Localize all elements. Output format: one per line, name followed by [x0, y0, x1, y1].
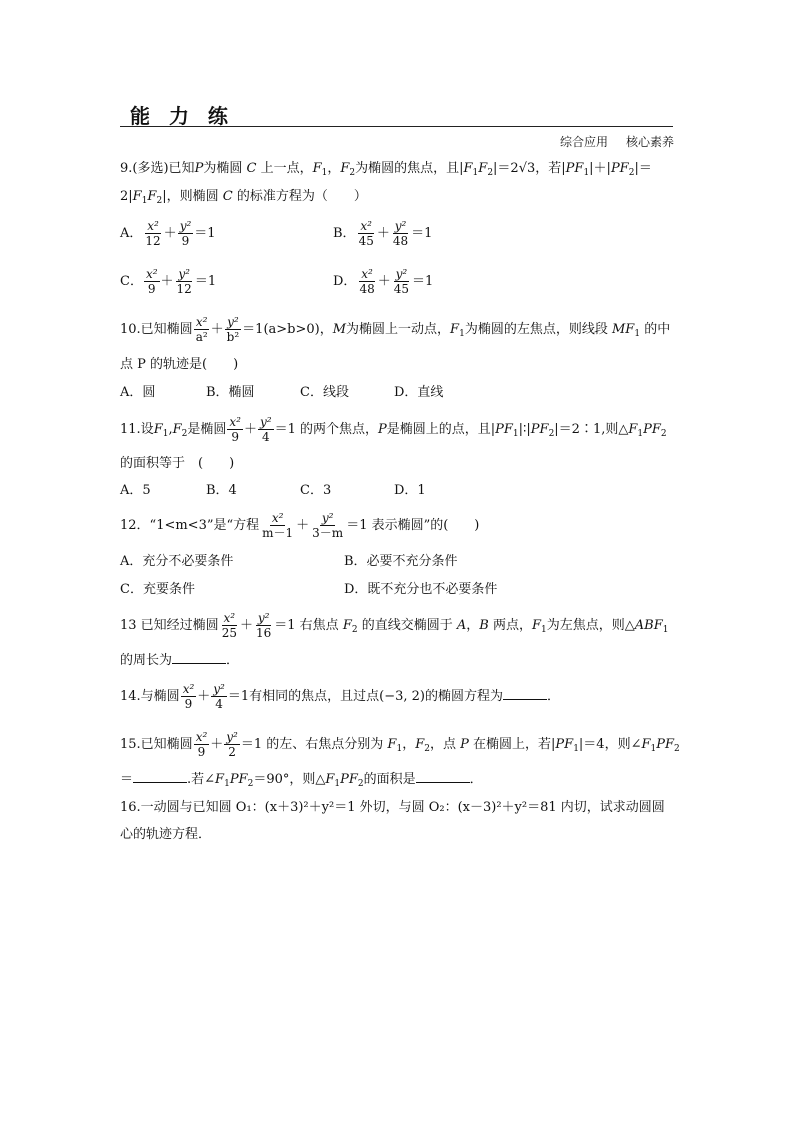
q13-line2: 的周长为 ．: [120, 653, 240, 668]
tag-core: 核心素养: [625, 135, 674, 149]
q15-area-blank[interactable]: [416, 782, 470, 783]
q12-line1: 12．“1<m<3”是“方程 $\frac{\text{x²}}{m-1}$ ＋ $\frac{\text{y²}}{3-m}$ ＝1 表示椭圆”的( ): [120, 511, 480, 540]
q10-line2: 点 P 的轨迹是( ): [120, 357, 239, 372]
q10-option-b[interactable]: B．椭圆: [206, 385, 255, 400]
q10-line1: 10.已知椭圆 $\frac{\text{x²}}{\text{a²}}$ ＋ $\frac{\text{y²}}{\text{b²}}$ ＝1(a>b>0)，M为椭圆上一动点，$F_1$为椭圆的左焦点，则线段 $MF_1$ 的中: [120, 315, 671, 344]
section-title: 能 力 练: [130, 104, 234, 128]
tag-comprehensive: 综合应用: [559, 135, 608, 149]
q12-option-d[interactable]: D．既不充分也不必要条件: [344, 582, 498, 597]
q11-line2: 的面积等于 ( ): [120, 456, 235, 471]
q11-option-b[interactable]: B．4: [206, 483, 237, 498]
q12-option-b[interactable]: B．必要不充分条件: [344, 554, 458, 569]
q15-angle-blank[interactable]: [133, 782, 187, 783]
q13-line1: 13 已知经过椭圆 $\frac{\text{x²}}{25}$ ＋ $\frac{\text{y²}}{16}$ ＝1 右焦点 $F_2$ 的直线交椭圆于 A，B 两点，$F_1$为左焦点，则$\triangle ABF_1$: [120, 611, 669, 640]
q16-line1: 16.一动圆与已知圆 O₁：(x＋3)²＋y²＝1 外切，与圆 O₂：(x－3)²＋y²＝81 内切，试求动圆圆: [120, 800, 665, 815]
q9-option-c[interactable]: C． $\frac{\text{x²}}{9}$ ＋ $\frac{\text{y²}}{12}$ ＝1: [120, 267, 217, 296]
q11-option-d[interactable]: D．1: [394, 483, 426, 498]
q11-line1: 11.设$F_1,F_2$是椭圆 $\frac{\text{x²}}{9}$ ＋ $\frac{\text{y²}}{4}$ ＝1 的两个焦点，P是椭圆上的点，且$|PF_1|∶|PF_2|=2∶1$,则$\triangle F_1PF_2$: [120, 415, 667, 444]
q15-line1: 15.已知椭圆 $\frac{\text{x²}}{9}$ ＋ $\frac{\text{y²}}{2}$ ＝1 的左、右焦点分别为 $F_1$，$F_2$，点 P 在椭圆上，若$|PF_1|=4$，则$\angle F_1PF_2$: [120, 730, 680, 759]
q11-option-a[interactable]: A．5: [120, 483, 151, 498]
q10-option-d[interactable]: D．直线: [394, 385, 444, 400]
q13-answer-blank[interactable]: [172, 663, 226, 664]
q10-option-a[interactable]: A．圆: [120, 385, 156, 400]
header-tags: [560, 136, 674, 148]
q9-line2: $2|F_1F_2|$，则椭圆 C 的标准方程为（ ）: [120, 189, 367, 206]
q16-line2: 心的轨迹方程．: [120, 827, 212, 842]
q10-option-c[interactable]: C．线段: [300, 385, 349, 400]
q9-option-d[interactable]: D． $\frac{\text{x²}}{48}$ ＋ $\frac{\text{y²}}{45}$ ＝1: [333, 267, 434, 296]
q9-line1: 9.(多选)已知P为椭圆 C 上一点，$F_1$，$F_2$为椭圆的焦点，且$|F_1F_2|=2√3$，若$|PF_1|+|PF_2|=$: [120, 161, 652, 178]
q12-option-a[interactable]: A．充分不必要条件: [120, 554, 234, 569]
q15-line2: ＝ .若$\angle F_1PF_2=90^\circ$，则$\triangle F_1PF_2$的面积是 ．: [120, 772, 483, 789]
q11-option-c[interactable]: C．3: [300, 483, 332, 498]
q9-option-b[interactable]: B． $\frac{\text{x²}}{45}$ ＋ $\frac{\text{y²}}{48}$ ＝1: [333, 219, 433, 248]
q14-answer-blank[interactable]: [503, 699, 547, 700]
q14-line: 14.与椭圆 $\frac{\text{x²}}{9}$ ＋ $\frac{\text{y²}}{4}$ ＝1有相同的焦点，且过点(−3, 2)的椭圆方程为 ．: [120, 682, 561, 711]
q12-option-c[interactable]: C．充要条件: [120, 582, 195, 597]
header-rule: [120, 126, 673, 127]
q9-option-a[interactable]: A． $\frac{\text{x²}}{12}$ ＋ $\frac{\text{y²}}{9}$ ＝1: [120, 219, 216, 248]
